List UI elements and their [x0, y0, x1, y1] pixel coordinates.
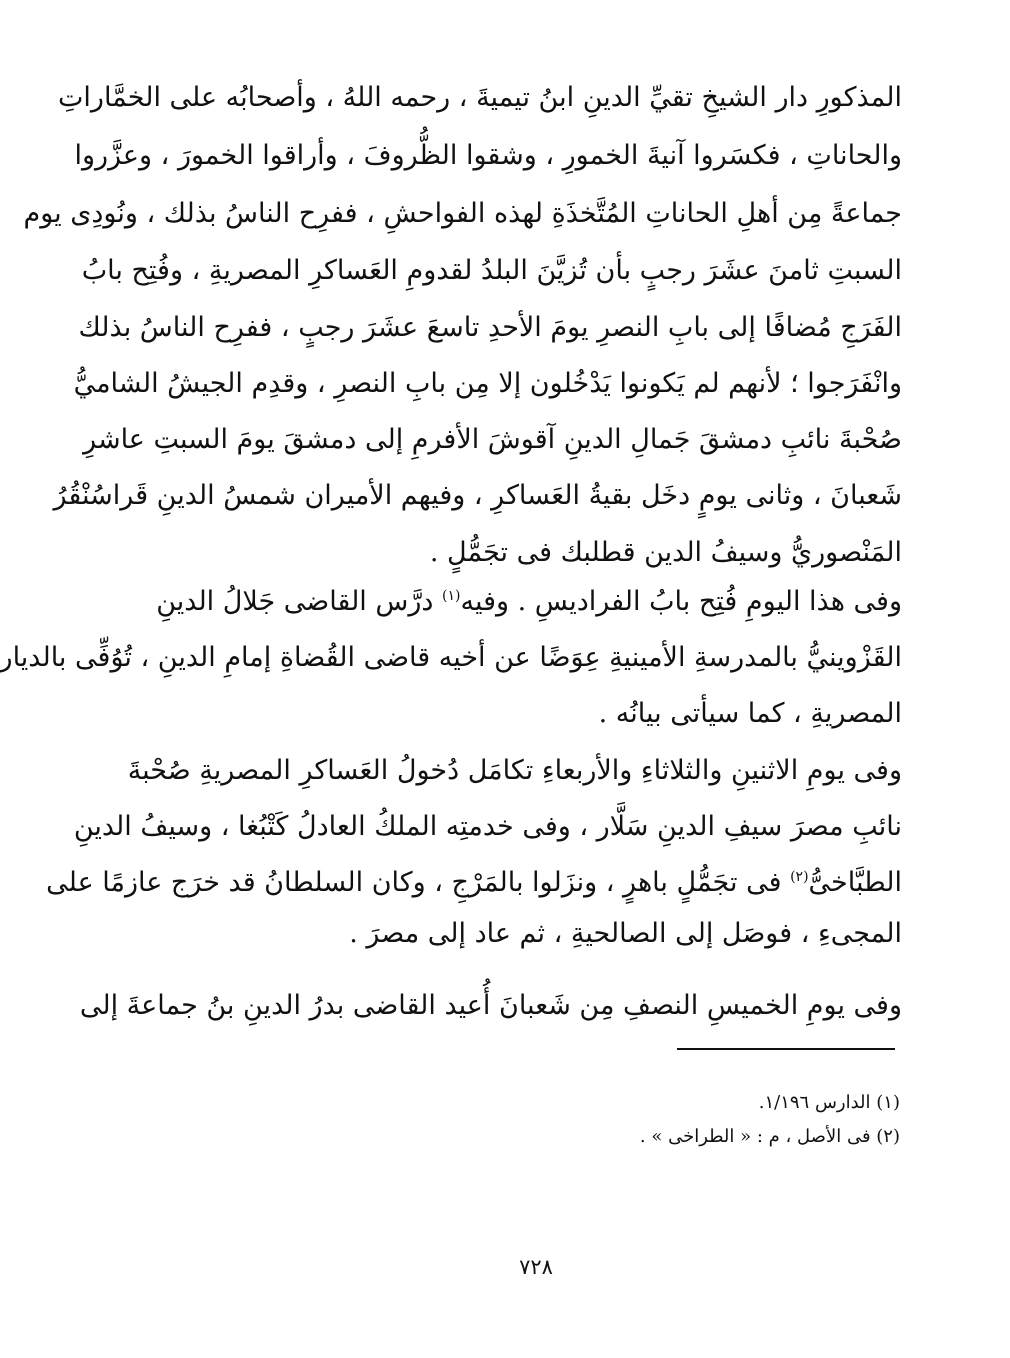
- footnote-marker: (٢): [790, 869, 809, 885]
- footnote-marker: (١): [442, 588, 461, 604]
- text-line: جماعةً مِن أهلِ الحاناتِ المُتَّخذَةِ لهذه الفواحشِ ، ففرِح الناسُ بذلك ، ونُودِى يوم: [23, 198, 902, 229]
- text-line: والحاناتِ ، فكسَروا آنيةَ الخمورِ ، وشقوا الظُّروفَ ، وأراقوا الخمورَ ، وعزَّروا: [74, 140, 902, 171]
- text-line: القَزْوينيُّ بالمدرسةِ الأمينيةِ عِوَضًا عن أخيه قاضى القُضاةِ إمامِ الدينِ ، تُوُفِّى بالديار: [0, 642, 902, 673]
- text-segment: فى تجَمُّلٍ باهرٍ ، ونزَلوا بالمَرْجِ ، وكان السلطانُ قد خرَج عازمًا على: [46, 867, 791, 898]
- text-segment: درَّس القاضى جَلالُ الدينِ: [156, 586, 442, 617]
- text-line: المجىءِ ، فوصَل إلى الصالحيةِ ، ثم عاد إلى مصرَ .: [349, 918, 902, 949]
- text-line: المصريةِ ، كما سيأتى بيانُه .: [598, 698, 902, 729]
- footnote: (١) الدارس ١/١٩٦.: [758, 1092, 900, 1113]
- text-line: وفى يومِ الخميسِ النصفِ مِن شَعبانَ أُعيد القاضى بدرُ الدينِ بنُ جماعةَ إلى: [79, 990, 902, 1021]
- text-line: نائبِ مصرَ سيفِ الدينِ سَلَّار ، وفى خدمتِه الملكُ العادلُ كَتْبُغا ، وسيفُ الدينِ: [73, 811, 902, 842]
- text-line: وانْفَرَجوا ؛ لأنهم لم يَكونوا يَدْخُلون إلا مِن بابِ النصرِ ، وقدِم الجيشُ الشاميُّ: [73, 368, 902, 399]
- text-line-with-footnote-ref: [156, 574, 902, 630]
- text-line: السبتِ ثامنَ عشَرَ رجبٍ بأن تُزيَّنَ البلدُ لقدومِ العَساكرِ المصريةِ ، وفُتِح بابُ: [81, 255, 902, 286]
- text-line: المَنْصوريُّ وسيفُ الدين قطلبك فى تجَمُّلٍ .: [429, 537, 902, 568]
- text-line: الفَرَجِ مُضافًا إلى بابِ النصرِ يومَ الأحدِ تاسعَ عشَرَ رجبٍ ، ففرِح الناسُ بذلك: [78, 312, 902, 343]
- text-line: صُحْبةَ نائبِ دمشقَ جَمالِ الدينِ آقوشَ الأفرمِ إلى دمشقَ يومَ السبتِ عاشرِ: [83, 424, 902, 455]
- footnote-divider: [677, 1048, 895, 1050]
- text-line: شَعبانَ ، وثانى يومٍ دخَل بقيةُ العَساكرِ ، وفيهم الأميران شمسُ الدينِ قَراسُنْقُرُ: [53, 480, 902, 511]
- footnote: (٢) فى الأصل ، م : « الطراخى » .: [639, 1126, 900, 1147]
- page-number: ٧٢٨: [519, 1255, 553, 1279]
- text-segment: وفى هذا اليومِ فُتِح بابُ الفراديسِ . وفيه: [460, 586, 902, 617]
- text-segment: الطبَّاخىُّ: [808, 867, 902, 898]
- text-line: المذكورِ دار الشيخِ تقيِّ الدينِ ابنُ تيميةَ ، رحمه اللهُ ، وأصحابُه على الخمَّاراتِ: [58, 82, 902, 113]
- text-line-with-footnote-ref: [46, 855, 902, 911]
- text-line: وفى يومِ الاثنينِ والثلاثاءِ والأربعاءِ تكامَل دُخولُ العَساكرِ المصريةِ صُحْبةَ: [127, 755, 902, 786]
